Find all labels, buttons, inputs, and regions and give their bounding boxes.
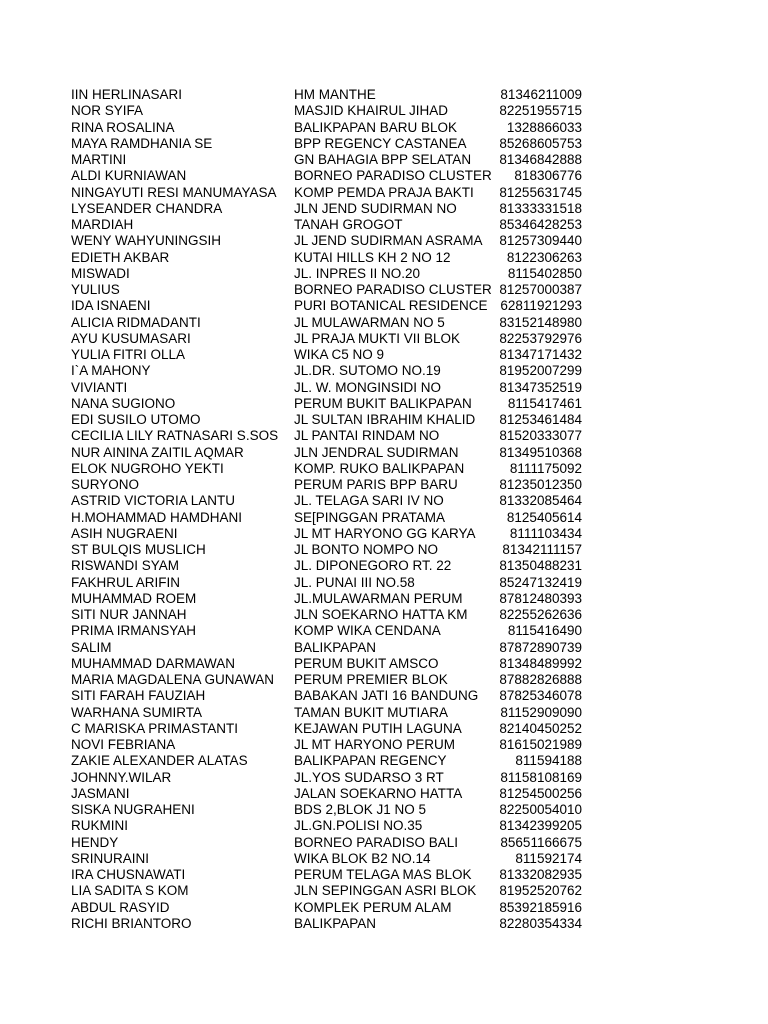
name-cell: C MARISKA PRIMASTANTI	[71, 720, 239, 736]
phone-cell: 811594188	[515, 753, 582, 769]
table-row	[71, 851, 591, 867]
address-cell: BALIKPAPAN REGENCY	[294, 753, 447, 769]
name-cell: PRIMA IRMANSYAH	[71, 623, 197, 639]
phone-cell: 85247132419	[499, 574, 582, 590]
name-cell: MUHAMMAD ROEM	[71, 590, 197, 606]
table-row	[71, 623, 591, 639]
table-row	[71, 721, 591, 737]
phone-cell: 8125405614	[506, 509, 582, 525]
address-cell: BALIKPAPAN	[294, 639, 377, 655]
table-row	[71, 737, 591, 753]
address-cell: BABAKAN JATI 16 BANDUNG	[294, 688, 479, 704]
name-cell: LIA SADITA S KOM	[71, 883, 189, 899]
table-row	[71, 412, 591, 428]
name-cell: RICHI BRIANTORO	[71, 915, 192, 931]
table-row	[71, 136, 591, 152]
phone-cell: 85268605753	[499, 135, 582, 151]
phone-cell: 81235012350	[499, 477, 582, 492]
name-cell: ASIH NUGRAENI	[71, 525, 178, 541]
name-cell: NINGAYUTI RESI MANUMAYASA	[71, 184, 277, 200]
address-cell: KUTAI HILLS KH 2 NO 12	[294, 249, 451, 265]
table-row	[71, 120, 591, 136]
address-cell: TANAH GROGOT	[294, 217, 403, 232]
table-row	[71, 900, 591, 916]
name-cell: AYU KUSUMASARI	[71, 330, 191, 346]
phone-cell: 81615021989	[499, 737, 582, 752]
phone-cell: 8115417461	[507, 395, 582, 411]
address-cell: JALAN SOEKARNO HATTA	[294, 785, 463, 801]
address-cell: JL.MULAWARMAN PERUM	[294, 590, 463, 606]
address-cell: JLN JEND SUDIRMAN NO	[294, 200, 457, 216]
address-cell: JL PRAJA MUKTI VII BLOK	[294, 330, 461, 346]
phone-cell: 82280354334	[499, 915, 582, 931]
address-cell: JLN JENDRAL SUDIRMAN	[294, 444, 459, 460]
table-row	[71, 493, 591, 509]
name-cell: EDIETH AKBAR	[71, 249, 170, 265]
phone-cell: 81332082935	[499, 867, 582, 882]
phone-cell: 83152148980	[499, 314, 582, 330]
phone-cell: 85651166675	[500, 834, 582, 850]
table-row	[71, 916, 591, 932]
name-cell: JASMANI	[71, 785, 130, 801]
address-cell: JL.GN.POLISI NO.35	[294, 818, 423, 834]
table-row	[71, 672, 591, 688]
name-cell: RUKMINI	[71, 818, 128, 834]
name-cell: MUHAMMAD DARMAWAN	[71, 655, 235, 671]
name-cell: NOR SYIFA	[71, 103, 144, 119]
address-cell: BORNEO PARADISO BALI	[294, 834, 459, 850]
address-cell: PERUM PREMIER BLOK	[294, 672, 448, 687]
table-row	[71, 396, 591, 412]
table-row	[71, 591, 591, 607]
table-row	[71, 526, 591, 542]
address-cell: JL MT HARYONO GG KARYA	[294, 525, 476, 541]
phone-cell: 87825346078	[499, 688, 582, 704]
table-row	[71, 168, 591, 184]
address-cell: KOMP PEMDA PRAJA BAKTI	[294, 184, 474, 200]
name-cell: RISWANDI SYAM	[71, 558, 180, 574]
phone-cell: 81257309440	[499, 233, 582, 249]
table-row	[71, 380, 591, 396]
phone-cell: 87882826888	[499, 672, 582, 687]
table-row	[71, 347, 591, 363]
table-row	[71, 688, 591, 704]
phone-cell: 82250054010	[499, 802, 582, 817]
table-row	[71, 363, 591, 379]
address-cell: PERUM PARIS BPP BARU	[294, 477, 458, 492]
table-row	[71, 87, 591, 103]
table-row	[71, 575, 591, 591]
phone-cell: 811592174	[515, 850, 582, 866]
address-cell: JL.DR. SUTOMO NO.19	[294, 363, 441, 379]
phone-cell: 81158108169	[500, 769, 582, 785]
phone-cell: 81257000387	[499, 282, 582, 297]
address-cell: KOMP WIKA CENDANA	[294, 623, 441, 639]
phone-cell: 8115416490	[507, 623, 582, 639]
name-cell: ELOK NUGROHO YEKTI	[71, 460, 224, 476]
name-cell: NUR AININA ZAITIL AQMAR	[71, 444, 244, 460]
name-cell: LYSEANDER CHANDRA	[71, 200, 223, 216]
table-row	[71, 640, 591, 656]
spreadsheet-table	[71, 87, 591, 932]
table-row	[71, 217, 591, 233]
name-cell: WENY WAHYUNINGSIH	[71, 233, 222, 249]
address-cell: JL. INPRES II NO.20	[294, 265, 421, 281]
address-cell: JL PANTAI RINDAM NO	[294, 428, 440, 444]
phone-cell: 81346842888	[499, 152, 582, 167]
name-cell: YULIUS	[71, 282, 120, 297]
address-cell: KOMP. RUKO BALIKPAPAN	[294, 460, 465, 476]
name-cell: VIVIANTI	[71, 379, 128, 395]
phone-cell: 82251955715	[499, 103, 582, 119]
name-cell: IRA CHUSNAWATI	[71, 867, 186, 882]
name-cell: SALIM	[71, 639, 112, 655]
name-cell: IIN HERLINASARI	[71, 87, 183, 102]
phone-cell: 81952520762	[499, 883, 582, 899]
address-cell: JL.YOS SUDARSO 3 RT	[294, 769, 444, 785]
name-cell: SITI NUR JANNAH	[71, 607, 187, 622]
table-row	[71, 818, 591, 834]
name-cell: MARDIAH	[71, 217, 134, 232]
table-row	[71, 315, 591, 331]
phone-cell: 85346428253	[499, 217, 582, 232]
phone-cell: 81333331518	[499, 200, 582, 216]
address-cell: MASJID KHAIRUL JIHAD	[294, 103, 449, 119]
name-cell: SRINURAINI	[71, 850, 150, 866]
address-cell: JL JEND SUDIRMAN ASRAMA	[294, 233, 483, 249]
table-row	[71, 477, 591, 493]
table-row	[71, 542, 591, 558]
address-cell: PERUM BUKIT AMSCO	[294, 655, 439, 671]
table-row	[71, 201, 591, 217]
name-cell: WARHANA SUMIRTA	[71, 704, 203, 720]
address-cell: JL. TELAGA SARI IV NO	[294, 493, 444, 509]
address-cell: BALIKPAPAN BARU BLOK	[294, 119, 458, 135]
table-row	[71, 250, 591, 266]
table-row	[71, 185, 591, 201]
phone-cell: 85392185916	[499, 899, 582, 915]
phone-cell: 82140450252	[499, 720, 582, 736]
address-cell: PURI BOTANICAL RESIDENCE	[294, 298, 488, 314]
name-cell: H.MOHAMMAD HAMDHANI	[71, 509, 242, 525]
name-cell: ZAKIE ALEXANDER ALATAS	[71, 753, 248, 769]
address-cell: JL SULTAN IBRAHIM KHALID	[294, 412, 476, 427]
phone-cell: 8122306263	[506, 249, 582, 265]
address-cell: KOMPLEK PERUM ALAM	[294, 899, 452, 915]
table-row	[71, 883, 591, 899]
address-cell: JLN SEPINGGAN ASRI BLOK	[294, 883, 477, 899]
address-cell: BDS 2,BLOK J1 NO 5	[294, 802, 427, 817]
address-cell: PERUM BUKIT BALIKPAPAN	[294, 395, 472, 411]
phone-cell: 8111103434	[509, 525, 582, 541]
address-cell: TAMAN BUKIT MUTIARA	[294, 704, 449, 720]
phone-cell: 818306776	[514, 168, 582, 184]
table-row	[71, 753, 591, 769]
address-cell: JL MT HARYONO PERUM	[294, 737, 456, 752]
table-row	[71, 867, 591, 883]
phone-cell: 81346211009	[500, 87, 582, 102]
address-cell: JL MULAWARMAN NO 5	[294, 314, 445, 330]
name-cell: YULIA FITRI OLLA	[71, 347, 186, 362]
name-cell: ASTRID VICTORIA LANTU	[71, 493, 236, 509]
address-cell: BPP REGENCY CASTANEA	[294, 135, 467, 151]
name-cell: JOHNNY.WILAR	[71, 769, 172, 785]
phone-cell: 87872890739	[499, 639, 582, 655]
phone-cell: 81347352519	[499, 379, 582, 395]
table-row	[71, 298, 591, 314]
name-cell: FAKHRUL ARIFIN	[71, 574, 181, 590]
address-cell: JL. W. MONGINSIDI NO	[294, 379, 442, 395]
address-cell: BALIKPAPAN	[294, 915, 377, 931]
phone-cell: 81253461484	[499, 412, 582, 427]
phone-cell: 81254500256	[499, 785, 582, 801]
phone-cell: 81520333077	[499, 428, 582, 444]
table-row	[71, 152, 591, 168]
phone-cell: 8111175092	[509, 460, 582, 476]
name-cell: CECILIA LILY RATNASARI S.SOS	[71, 428, 279, 444]
table-row	[71, 510, 591, 526]
address-cell: BORNEO PARADISO CLUSTER	[294, 282, 492, 297]
name-cell: NOVI FEBRIANA	[71, 737, 176, 752]
name-cell: EDI SUSILO UTOMO	[71, 412, 201, 427]
name-cell: ALDI KURNIAWAN	[71, 168, 187, 184]
table-row	[71, 656, 591, 672]
name-cell: SURYONO	[71, 477, 140, 492]
address-cell: GN BAHAGIA BPP SELATAN	[294, 152, 472, 167]
phone-cell: 81350488231	[499, 558, 582, 574]
address-cell: JL. PUNAI III NO.58	[294, 574, 415, 590]
address-cell: JL BONTO NOMPO NO	[294, 542, 439, 557]
phone-cell: 87812480393	[499, 590, 582, 606]
address-cell: JL. DIPONEGORO RT. 22	[294, 558, 452, 574]
name-cell: NANA SUGIONO	[71, 395, 176, 411]
name-cell: RINA ROSALINA	[71, 119, 175, 135]
address-cell: WIKA C5 NO 9	[294, 347, 385, 362]
table-row	[71, 331, 591, 347]
table-row	[71, 607, 591, 623]
table-row	[71, 103, 591, 119]
address-cell: HM MANTHE	[294, 87, 376, 102]
name-cell: IDA ISNAENI	[71, 298, 151, 314]
address-cell: JLN SOEKARNO HATTA KM	[294, 607, 468, 622]
phone-cell: 81349510368	[499, 444, 582, 460]
address-cell: WIKA BLOK B2 NO.14	[294, 850, 431, 866]
phone-cell: 81255631745	[499, 184, 582, 200]
table-row	[71, 786, 591, 802]
phone-cell: 81152909090	[500, 704, 582, 720]
address-cell: PERUM TELAGA MAS BLOK	[294, 867, 472, 882]
phone-cell: 1328866033	[506, 119, 582, 135]
address-cell: KEJAWAN PUTIH LAGUNA	[294, 720, 462, 736]
phone-cell: 62811921293	[500, 298, 582, 314]
table-row	[71, 558, 591, 574]
table-row	[71, 770, 591, 786]
table-row	[71, 233, 591, 249]
name-cell: I`A MAHONY	[71, 363, 151, 379]
table-row	[71, 282, 591, 298]
phone-cell: 81332085464	[499, 493, 582, 509]
name-cell: HENDY	[71, 834, 119, 850]
phone-cell: 8115402850	[507, 265, 582, 281]
table-row	[71, 428, 591, 444]
table-row	[71, 835, 591, 851]
name-cell: SITI FARAH FAUZIAH	[71, 688, 206, 704]
name-cell: ST BULQIS MUSLICH	[71, 542, 206, 557]
phone-cell: 82255262636	[499, 607, 582, 622]
name-cell: MISWADI	[71, 265, 130, 281]
phone-cell: 81952007299	[499, 363, 582, 379]
name-cell: MARTINI	[71, 152, 127, 167]
name-cell: MAYA RAMDHANIA SE	[71, 135, 213, 151]
name-cell: SISKA NUGRAHENI	[71, 802, 195, 817]
table-row	[71, 705, 591, 721]
phone-cell: 81348489992	[499, 655, 582, 671]
address-cell: SE[PINGGAN PRATAMA	[294, 509, 446, 525]
name-cell: ALICIA RIDMADANTI	[71, 314, 201, 330]
table-row	[71, 802, 591, 818]
phone-cell: 81347171432	[499, 347, 582, 362]
phone-cell: 81342111157	[502, 542, 582, 557]
table-row	[71, 445, 591, 461]
table-row	[71, 266, 591, 282]
name-cell: MARIA MAGDALENA GUNAWAN	[71, 672, 275, 687]
phone-cell: 81342399205	[499, 818, 582, 834]
table-row	[71, 461, 591, 477]
address-cell: BORNEO PARADISO CLUSTER	[294, 168, 492, 184]
phone-cell: 82253792976	[499, 330, 582, 346]
name-cell: ABDUL RASYID	[71, 899, 170, 915]
